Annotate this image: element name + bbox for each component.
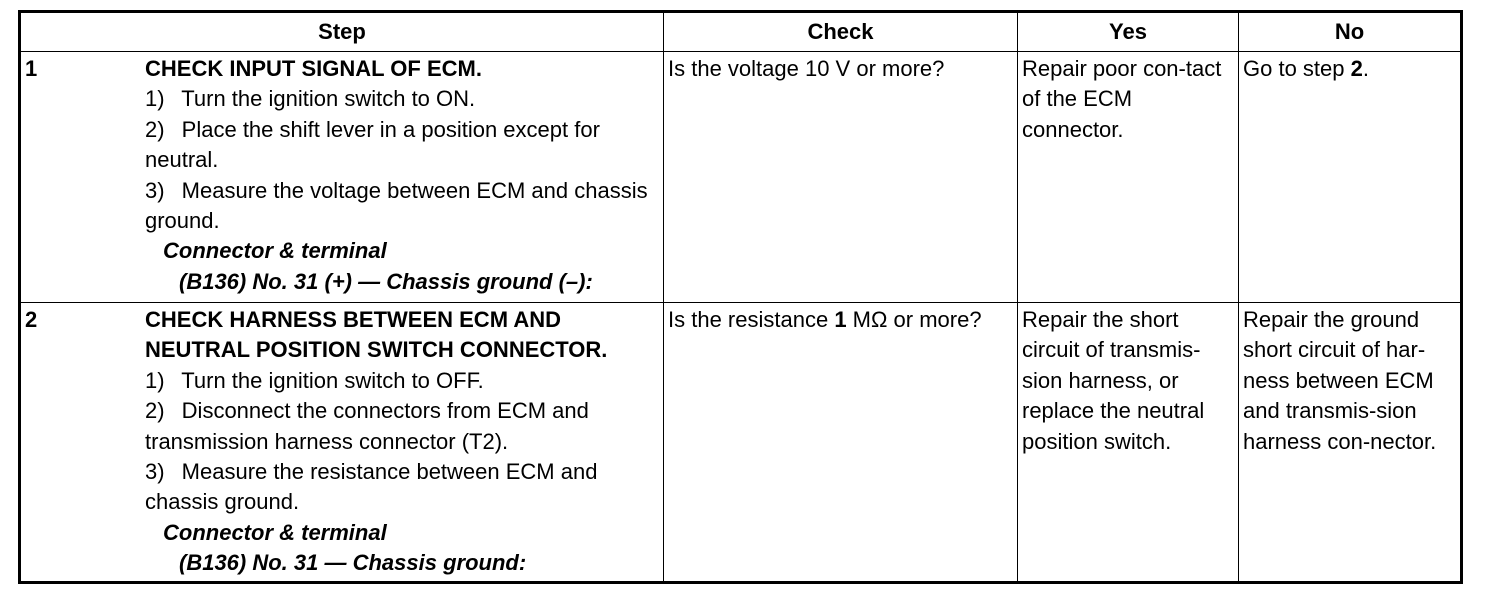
step-number: 1: [25, 56, 38, 81]
step-instruction: 1) Turn the ignition switch to ON.: [145, 86, 476, 112]
step-cell: [20, 303, 664, 583]
table-row: [20, 303, 1462, 583]
connector-terminal-label: Connector & terminal: [163, 238, 387, 264]
yes-text: Repair poor con-tact of the ECM connector.: [1022, 56, 1222, 142]
no-text: Go to step: [1243, 56, 1351, 81]
no-step-ref: 2: [1350, 56, 1363, 81]
step-title: CHECK INPUT SIGNAL OF ECM.: [145, 56, 482, 81]
connector-terminal-detail: (B136) No. 31 (+) — Chassis ground (–):: [179, 268, 593, 294]
yes-cell: [1018, 52, 1239, 303]
step-body: [145, 54, 659, 297]
header-check: Check: [664, 12, 1018, 52]
step-number: 2: [25, 307, 38, 332]
table-row: [20, 52, 1462, 303]
yes-text: Repair the short circuit of transmis-sion harness, or replace the neutral position switch.: [1022, 307, 1205, 454]
check-text-end: MΩ or more?: [846, 307, 982, 332]
diagnostic-table: [18, 10, 1463, 584]
header-yes: Yes: [1018, 12, 1239, 52]
header-row: [20, 12, 1462, 52]
step-instruction: 3) Measure the resistance between ECM and chassis ground.: [145, 459, 598, 515]
check-text: Is the voltage 10 V or more?: [668, 56, 945, 81]
no-cell: [1239, 303, 1462, 583]
check-cell: [664, 52, 1018, 303]
connector-terminal-label: Connector & terminal: [163, 519, 387, 545]
step-title: CHECK HARNESS BETWEEN ECM AND NEUTRAL POSITION SWITCH CONNECTOR.: [145, 307, 608, 363]
check-text: Is the resistance: [668, 307, 835, 332]
check-cell: [664, 303, 1018, 583]
yes-cell: [1018, 303, 1239, 583]
step-instruction: 2) Place the shift lever in a position except for neutral.: [145, 116, 600, 173]
header-step: Step: [20, 12, 664, 52]
step-instruction: 3) Measure the voltage between ECM and chassis ground.: [145, 177, 648, 234]
step-body: [145, 305, 659, 579]
header-no: No: [1239, 12, 1462, 52]
no-text-end: .: [1362, 56, 1369, 81]
connector-terminal-detail: (B136) No. 31 — Chassis ground:: [179, 550, 527, 576]
no-cell: [1239, 52, 1462, 303]
step-instruction: 2) Disconnect the connectors from ECM and transmission harness connector (T2).: [145, 398, 589, 454]
no-text: Repair the ground short circuit of har-ness between ECM and transmis-sion harness con-nector.: [1243, 307, 1437, 454]
step-cell: [20, 52, 664, 303]
check-value: 1: [834, 307, 847, 332]
step-instruction: 1) Turn the ignition switch to OFF.: [145, 367, 484, 393]
